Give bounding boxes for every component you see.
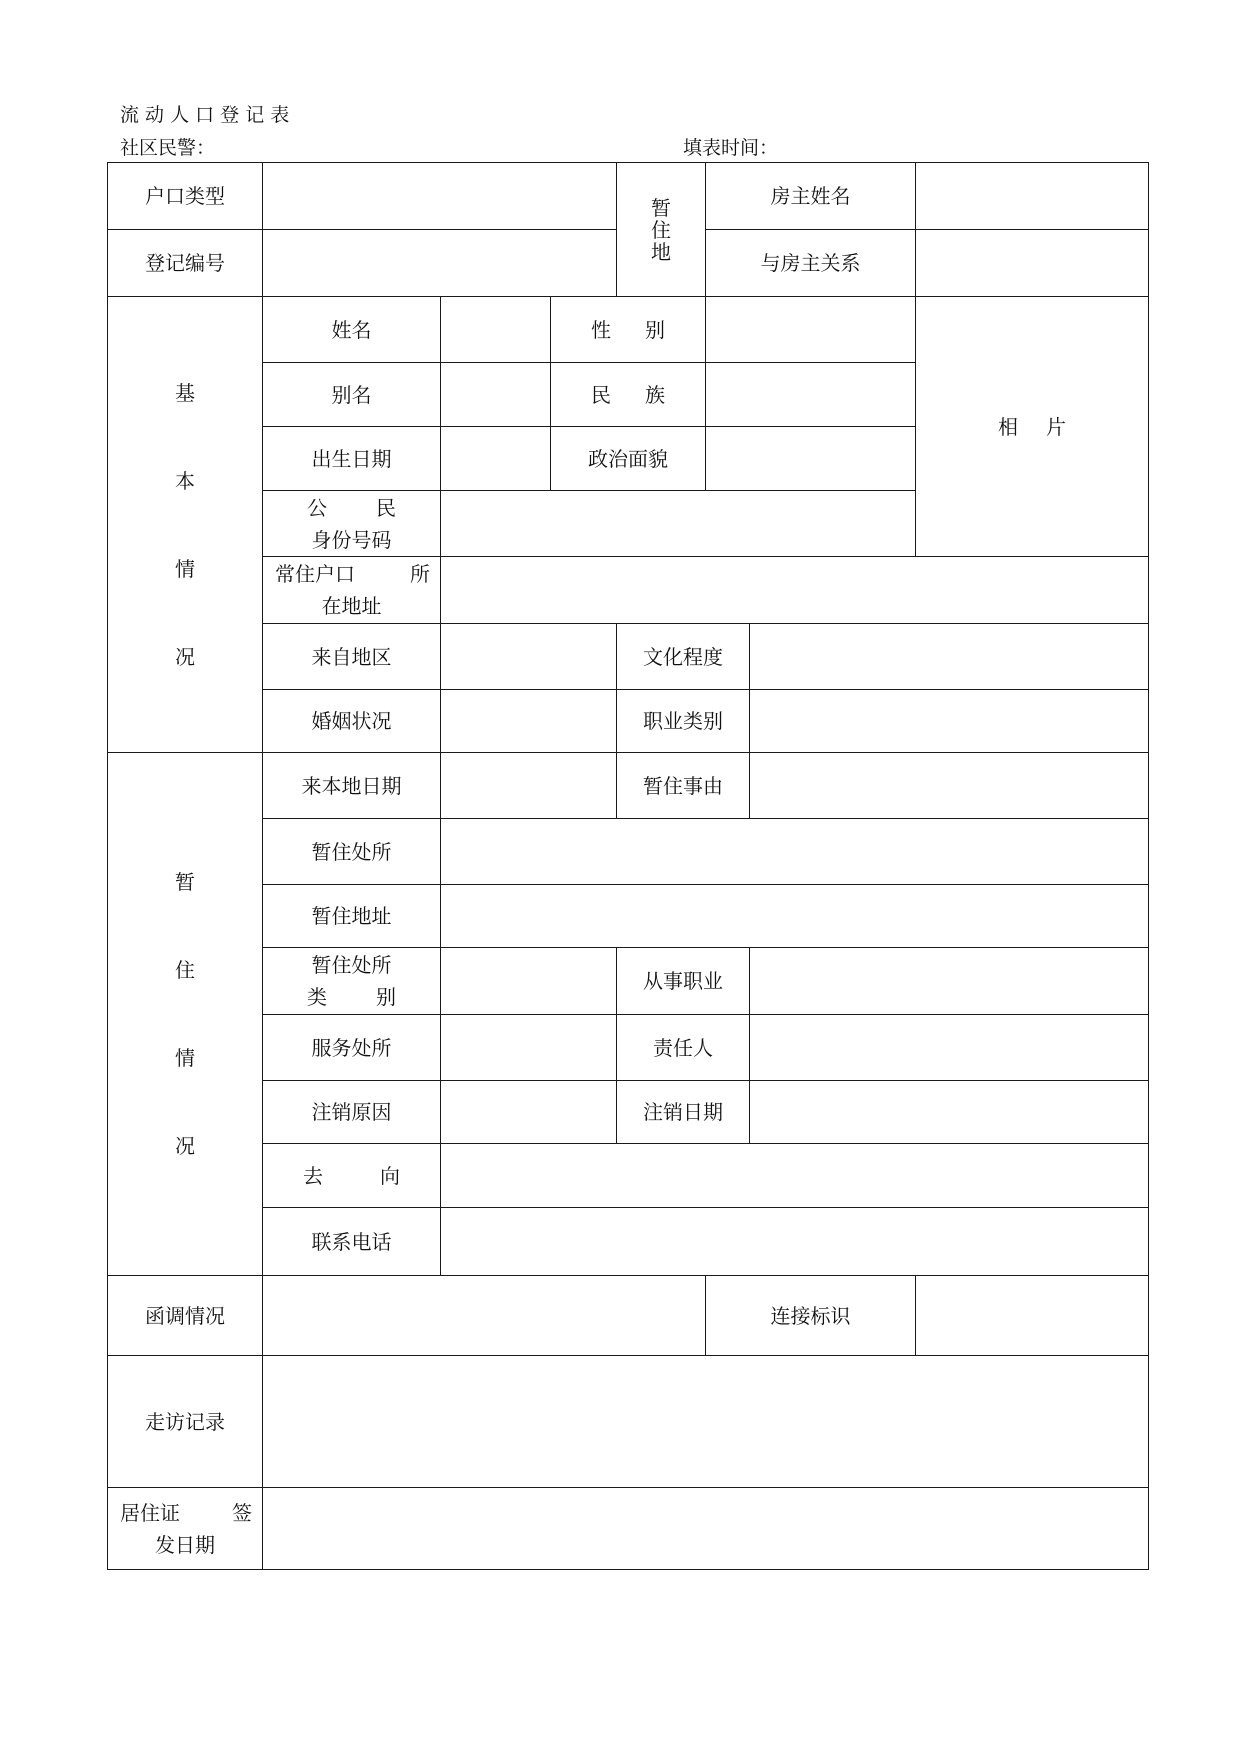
- permit-date-label: 居住证 签 发日期: [108, 1488, 263, 1570]
- service-place-field[interactable]: [441, 1015, 617, 1081]
- temp-residence-char: 暂: [651, 195, 672, 220]
- from-region-field[interactable]: [441, 624, 617, 690]
- phone-label: 联系电话: [263, 1208, 441, 1276]
- arrival-date-label: 来本地日期: [263, 753, 441, 819]
- landlord-name-field[interactable]: [916, 163, 1149, 230]
- temp-place-label: 暂住处所: [263, 819, 441, 885]
- hukou-type-field[interactable]: [263, 163, 617, 230]
- temp-place-field[interactable]: [441, 819, 1149, 885]
- visit-record-field[interactable]: [263, 1356, 1149, 1488]
- service-place-label: 服务处所: [263, 1015, 441, 1081]
- section-char: 基: [175, 380, 195, 405]
- link-mark-field[interactable]: [916, 1276, 1149, 1356]
- destination-field[interactable]: [441, 1144, 1149, 1208]
- citizen-id-label: 公 民 身份号码: [263, 491, 441, 557]
- temp-reason-field[interactable]: [750, 753, 1149, 819]
- political-label: 政治面貌: [551, 427, 706, 491]
- gender-field[interactable]: [706, 297, 916, 363]
- ethnicity-label: 民 族: [551, 363, 706, 427]
- section-char: 情: [175, 1046, 195, 1070]
- destination-label: 去 向: [263, 1144, 441, 1208]
- registration-form: [107, 162, 1148, 1570]
- visit-record-label: 走访记录: [108, 1356, 263, 1488]
- temp-place-type-field[interactable]: [441, 948, 617, 1015]
- landlord-name-label: 房主姓名: [706, 163, 916, 230]
- citizen-id-field[interactable]: [441, 491, 916, 557]
- occupation-type-label: 职业类别: [617, 690, 750, 753]
- political-field[interactable]: [706, 427, 916, 491]
- temp-info-section-label: [108, 753, 263, 1276]
- education-label: 文化程度: [617, 624, 750, 690]
- photo-box[interactable]: 相 片: [916, 297, 1149, 557]
- reg-no-field[interactable]: [263, 230, 617, 297]
- cancel-reason-field[interactable]: [441, 1081, 617, 1144]
- cancel-reason-label: 注销原因: [263, 1081, 441, 1144]
- cancel-date-field[interactable]: [750, 1081, 1149, 1144]
- job-label: 从事职业: [617, 948, 750, 1015]
- inquiry-field[interactable]: [263, 1276, 706, 1356]
- registration-table: [107, 162, 1149, 1570]
- perm-address-field[interactable]: [441, 557, 1149, 624]
- permit-date-field[interactable]: [263, 1488, 1149, 1570]
- alias-label: 别名: [263, 363, 441, 427]
- responsible-label: 责任人: [617, 1015, 750, 1081]
- hukou-type-label: 户口类型: [108, 163, 263, 230]
- section-char: 暂: [175, 870, 195, 894]
- marital-label: 婚姻状况: [263, 690, 441, 753]
- temp-reason-label: 暂住事由: [617, 753, 750, 819]
- gender-label: 性 别: [551, 297, 706, 363]
- marital-field[interactable]: [441, 690, 617, 753]
- temp-address-label: 暂住地址: [263, 885, 441, 948]
- temp-residence-char: 地: [651, 239, 672, 264]
- birth-date-label: 出生日期: [263, 427, 441, 491]
- phone-field[interactable]: [441, 1208, 1149, 1276]
- perm-address-label: 常住户口 所 在地址: [263, 557, 441, 624]
- form-title: 流 动 人 口 登 记 表: [120, 104, 290, 126]
- ethnicity-field[interactable]: [706, 363, 916, 427]
- section-char: 情: [175, 556, 195, 581]
- inquiry-label: 函调情况: [108, 1276, 263, 1356]
- alias-field[interactable]: [441, 363, 551, 427]
- occupation-type-field[interactable]: [750, 690, 1149, 753]
- job-field[interactable]: [750, 948, 1149, 1015]
- responsible-field[interactable]: [750, 1015, 1149, 1081]
- landlord-relation-field[interactable]: [916, 230, 1149, 297]
- link-mark-label: 连接标识: [706, 1276, 916, 1356]
- name-field[interactable]: [441, 297, 551, 363]
- temp-address-field[interactable]: [441, 885, 1149, 948]
- fill-time-label: 填表时间：: [683, 137, 779, 159]
- name-label: 姓名: [263, 297, 441, 363]
- cancel-date-label: 注销日期: [617, 1081, 750, 1144]
- section-char: 况: [175, 644, 195, 669]
- temp-place-type-label: 暂住处所 类 别: [263, 948, 441, 1015]
- landlord-relation-label: 与房主关系: [706, 230, 916, 297]
- arrival-date-field[interactable]: [441, 753, 617, 819]
- temp-residence-label: [617, 163, 706, 297]
- section-char: 住: [175, 958, 195, 982]
- community-officer-label: 社区民警：: [120, 137, 216, 159]
- section-char: 本: [175, 468, 195, 493]
- from-region-label: 来自地区: [263, 624, 441, 690]
- birth-date-field[interactable]: [441, 427, 551, 491]
- section-char: 况: [175, 1134, 195, 1158]
- education-field[interactable]: [750, 624, 1149, 690]
- temp-residence-char: 住: [651, 217, 672, 242]
- basic-info-section-label: [108, 297, 263, 753]
- reg-no-label: 登记编号: [108, 230, 263, 297]
